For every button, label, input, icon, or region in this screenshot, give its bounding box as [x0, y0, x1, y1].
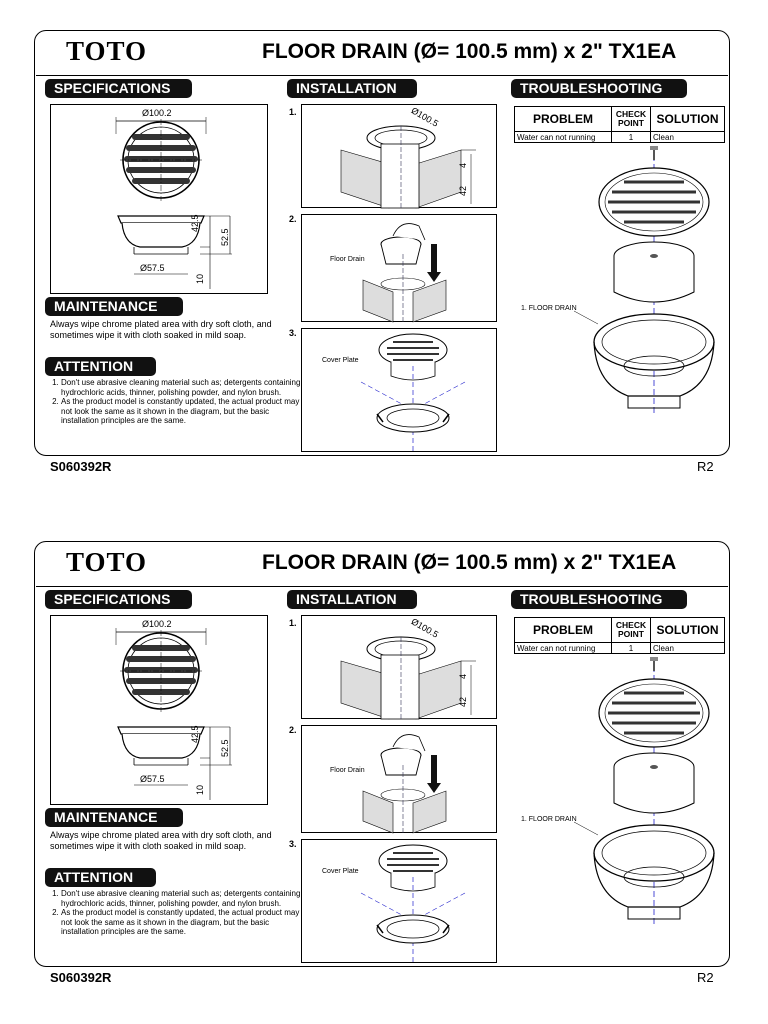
offset-label: 10: [195, 784, 205, 795]
installation-heading: INSTALLATION: [287, 590, 417, 609]
table-row: [515, 643, 725, 654]
install-dim-42-label: 42: [458, 185, 468, 196]
check-point-cell: 1: [612, 643, 651, 654]
floor-drain-exploded-drawing: [580, 657, 730, 957]
table-header-row: [515, 107, 725, 132]
solution-header: SOLUTION: [651, 107, 725, 132]
install-step-2-drawing: [301, 725, 497, 833]
troubleshooting-heading: TROUBLESHOOTING: [511, 590, 687, 609]
attention-heading: ATTENTION: [45, 868, 156, 887]
maintenance-text: Always wipe chrome plated area with dry soft cloth, and sometimes wipe it with cloth soaked in mild soap.: [50, 319, 272, 340]
top-diameter-label: Ø100.2: [142, 108, 172, 118]
installation-heading: INSTALLATION: [287, 79, 417, 98]
revision-label: R2: [697, 459, 714, 474]
drain-sheet-bottom: [0, 511, 768, 1001]
bottom-diameter-label: Ø57.5: [140, 263, 165, 273]
troubleshooting-heading: TROUBLESHOOTING: [511, 79, 687, 98]
attention-item: 1. Don't use abrasive cleaning material such as; detergents containing hydrochloric acids, thinner, polishing powder, and nylon brush.: [61, 889, 301, 908]
install-step-number: 2.: [289, 725, 297, 735]
solution-cell: Clean: [651, 132, 725, 143]
maintenance-heading: MAINTENANCE: [45, 297, 183, 316]
inner-height-label: 42.5: [190, 214, 200, 232]
problem-header: PROBLEM: [515, 107, 612, 132]
attention-list: [50, 889, 301, 937]
attention-item: 2. As the product model is constantly updated, the actual product may not look the same as it shown in the diagram, but the basic installation principles are the same.: [61, 908, 301, 937]
cover-plate-label: Cover Plate: [322, 357, 359, 364]
inner-height-label: 42.5: [190, 725, 200, 743]
table-header-row: [515, 618, 725, 643]
specifications-heading: SPECIFICATIONS: [45, 590, 192, 609]
install-dim-4-label: 4: [458, 162, 468, 168]
top-diameter-label: Ø100.2: [142, 619, 172, 629]
solution-header: SOLUTION: [651, 618, 725, 643]
install-diameter-label: Ø100.5: [409, 616, 441, 640]
specifications-heading: SPECIFICATIONS: [45, 79, 192, 98]
install-dim-4-label: 4: [458, 673, 468, 679]
offset-label: 10: [195, 273, 205, 284]
install-diameter-label: Ø100.5: [409, 105, 441, 129]
maintenance-text: Always wipe chrome plated area with dry soft cloth, and sometimes wipe it with cloth soaked in mild soap.: [50, 830, 272, 851]
revision-label: R2: [697, 970, 714, 985]
solution-cell: Clean: [651, 643, 725, 654]
install-dim-42-label: 42: [458, 696, 468, 707]
install-step-number: 3.: [289, 839, 297, 849]
document-code: S060392R: [50, 970, 112, 985]
install-step-number: 2.: [289, 214, 297, 224]
install-step-number: 3.: [289, 328, 297, 338]
brand-logo: TOTO: [66, 547, 148, 577]
header-divider: [36, 586, 728, 587]
install-step-2-drawing: [301, 214, 497, 322]
floor-drain-callout: 1. FLOOR DRAIN: [521, 305, 577, 312]
troubleshooting-table: [514, 617, 725, 654]
problem-cell: Water can not running: [515, 132, 612, 143]
total-height-label: 52.5: [220, 228, 230, 246]
troubleshooting-table: [514, 106, 725, 143]
total-height-label: 52.5: [220, 739, 230, 757]
check-point-header: CHECK POINT: [612, 107, 651, 132]
floor-drain-exploded-drawing: [580, 146, 730, 446]
table-row: [515, 132, 725, 143]
attention-heading: ATTENTION: [45, 357, 156, 376]
problem-header: PROBLEM: [515, 618, 612, 643]
install-step-number: 1.: [289, 618, 297, 628]
problem-cell: Water can not running: [515, 643, 612, 654]
attention-list: [50, 378, 301, 426]
attention-item: 1. Don't use abrasive cleaning material such as; detergents containing hydrochloric acids, thinner, polishing powder, and nylon brush.: [61, 378, 301, 397]
bottom-diameter-label: Ø57.5: [140, 774, 165, 784]
install-step-3-drawing: [301, 839, 497, 963]
check-point-header: CHECK POINT: [612, 618, 651, 643]
floor-drain-callout: 1. FLOOR DRAIN: [521, 816, 577, 823]
check-point-cell: 1: [612, 132, 651, 143]
attention-item: 2. As the product model is constantly updated, the actual product may not look the same as it shown in the diagram, but the basic installation principles are the same.: [61, 397, 301, 426]
floor-drain-label: Floor Drain: [330, 256, 365, 263]
floor-drain-label: Floor Drain: [330, 767, 365, 774]
maintenance-heading: MAINTENANCE: [45, 808, 183, 827]
install-step-number: 1.: [289, 107, 297, 117]
document-title: FLOOR DRAIN (Ø= 100.5 mm) x 2" TX1EA: [262, 551, 677, 574]
drain-sheet-top: [0, 0, 768, 490]
cover-plate-label: Cover Plate: [322, 868, 359, 875]
brand-logo: TOTO: [66, 36, 148, 66]
document-code: S060392R: [50, 459, 112, 474]
header-divider: [36, 75, 728, 76]
install-step-3-drawing: [301, 328, 497, 452]
document-title: FLOOR DRAIN (Ø= 100.5 mm) x 2" TX1EA: [262, 40, 677, 63]
